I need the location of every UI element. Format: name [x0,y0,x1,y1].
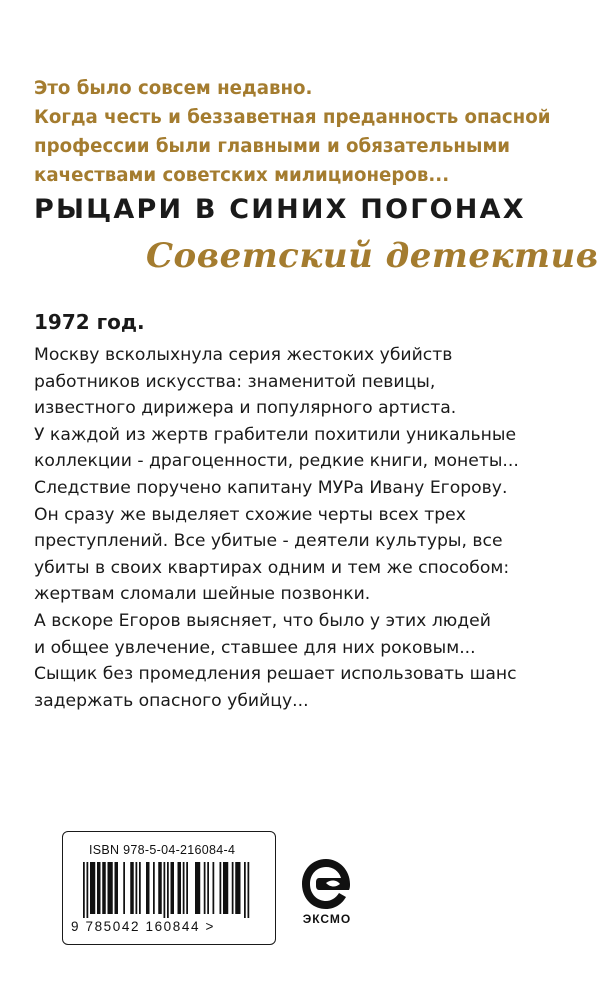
barcode-bar [235,862,240,914]
barcode-bar [178,862,182,914]
barcode-bar [90,862,95,914]
annotation-line: Москву всколыхнула серия жестоких убийств [34,345,453,365]
barcode-bar [139,862,141,914]
barcode-bar [167,862,169,918]
barcode-panel [62,831,276,945]
barcode-bar [97,862,101,914]
annotation-line: коллекции - драгоценности, редкие книги, монеты... [34,451,519,472]
annotation-line: известного дирижера и популярного артиста. [34,398,457,419]
barcode-bar [204,862,206,914]
barcode-bar [102,862,106,914]
year-heading: 1972 год. [34,310,145,334]
barcode-bar [164,862,166,918]
barcode-bar [108,862,113,914]
annotation-line: Он сразу же выделяет схожие черты всех трех [34,504,466,525]
annotation-line: задержать опасного убийцу... [34,690,309,711]
barcode-bar [220,862,222,914]
tagline-line: качествами советских милиционеров... [34,165,450,186]
series-subtitle: Советский детектив [146,236,599,276]
annotation-text [34,342,599,714]
annotation-line: жертвам сломали шейные позвонки. [34,584,371,605]
barcode-bar [195,862,200,914]
barcode-bar [158,862,162,914]
barcode-bar [223,862,228,914]
isbn-label: ISBN 978-5-04-216084-4 [89,843,236,857]
eksmo-logo-icon [295,853,357,915]
series-title: РЫЦАРИ В СИНИХ ПОГОНАХ [34,194,526,225]
barcode-bar [232,862,234,914]
barcode-bar [171,862,175,914]
annotation-line: У каждой из жертв грабители похитили уникальные [34,424,517,445]
barcode-bar [248,862,250,918]
annotation-line: и общее увлечение, ставшее для них роковым... [34,637,476,658]
annotation-line: А вскоре Егоров выясняет, что было у этих людей [34,610,491,631]
barcode-bar [136,862,138,914]
annotation-line: убиты в своих квартирах одним и тем же способом: [34,557,510,578]
barcode-bar [87,862,89,918]
barcode-bar [130,862,134,914]
barcode-bar [146,862,150,914]
barcode-image [81,862,259,918]
annotation-line: преступлений. Все убитые - деятели культуры, все [34,531,503,552]
barcode-bar [83,862,85,918]
tagline-line: Когда честь и беззаветная преданность опасной [34,107,551,128]
barcode-bar [213,862,215,914]
barcode-bar [244,862,246,918]
barcode-bar [123,862,125,914]
barcode-bar [207,862,209,914]
annotation-line: Следствие поручено капитану МУРа Ивану Егорову. [34,477,508,498]
top-margin [0,0,607,56]
tagline [34,74,594,190]
barcode-bar [186,862,188,914]
annotation-line: работников искусства: знаменитой певицы, [34,371,436,392]
publisher-name: ЭКСМО [302,912,352,926]
barcode-bar [153,862,155,914]
barcode-bar [115,862,119,914]
annotation-line: Сыщик без промедления решает использовать шанс [34,664,517,685]
tagline-line: профессии были главными и обязательными [34,136,511,157]
barcode-bar [183,862,185,914]
barcode-digits: 9 785042 160844 > [71,919,215,934]
tagline-line: Это было совсем недавно. [34,78,313,99]
